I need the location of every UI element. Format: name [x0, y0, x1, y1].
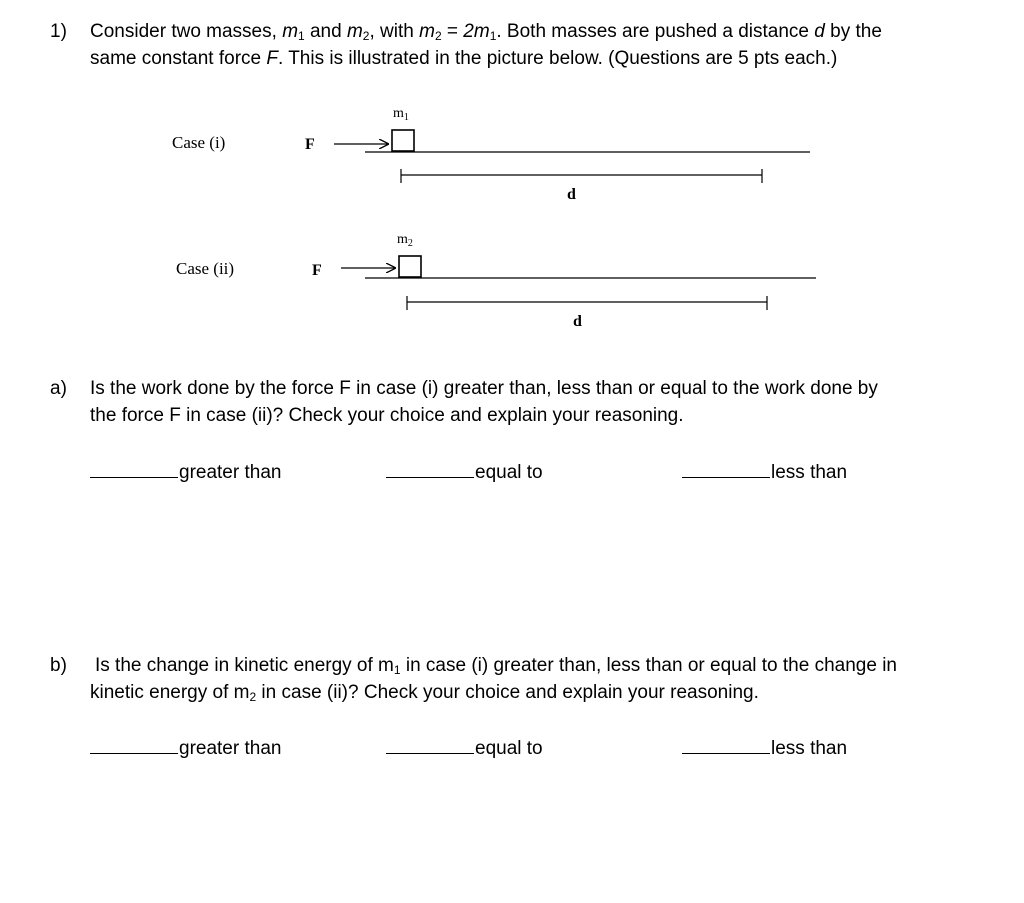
choice-label: less than	[771, 462, 848, 483]
part-b-choice-greater[interactable]	[90, 735, 281, 762]
part-b-blank-greater[interactable]	[90, 735, 178, 754]
q1-with: , with	[369, 21, 420, 42]
m2-sub: 2	[362, 29, 370, 43]
case-1-label: Case (i)	[172, 133, 226, 152]
case-2-group	[176, 232, 816, 330]
eq-lhs-sub: 2	[434, 29, 442, 43]
part-b-text-2: in case (i) greater than, less than or equal to the change in	[400, 655, 897, 676]
part-a-line-1: Is the work done by the force F in case (i) greater than, less than or equal to the work done by	[90, 378, 878, 399]
case-2-mass-block	[399, 256, 421, 277]
choice-label: equal to	[475, 462, 543, 483]
eq-rhs-var: 2m	[463, 21, 490, 42]
part-a-blank-equal[interactable]	[386, 459, 474, 478]
question-number: 1)	[50, 21, 67, 42]
case-2-distance-label: d	[573, 313, 582, 330]
case-2-label: Case (ii)	[176, 259, 235, 278]
part-a-label: a)	[50, 378, 67, 399]
part-a-choice-less[interactable]	[682, 459, 847, 486]
case-1-force-label: F	[305, 136, 315, 153]
part-a-choice-equal[interactable]	[386, 459, 543, 486]
part-a-blank-greater[interactable]	[90, 459, 178, 478]
q1-line2-text: same constant force	[90, 48, 267, 69]
choice-label: greater than	[179, 738, 282, 759]
part-a-line-2: the force F in case (ii)? Check your choice and explain your reasoning.	[90, 405, 684, 426]
m2-var: m	[346, 21, 363, 42]
choice-label: less than	[771, 738, 848, 759]
part-b-line2-text: kinetic energy of m	[90, 682, 250, 703]
choice-label: equal to	[475, 738, 543, 759]
part-b-line-1	[95, 653, 897, 679]
part-a-choice-greater[interactable]	[90, 459, 281, 486]
part-b-blank-less[interactable]	[682, 735, 770, 754]
part-b-choice-equal[interactable]	[386, 735, 543, 762]
part-b-blank-equal[interactable]	[386, 735, 474, 754]
eq-mid: =	[441, 21, 464, 42]
part-b-line-2	[90, 680, 759, 706]
q1-text: Consider two masses,	[90, 21, 283, 42]
case-1-mass-label: $m_1$	[393, 106, 409, 123]
case-2-force-label: F	[312, 262, 322, 279]
q1-text-3: by the	[824, 21, 882, 42]
case-1-group	[172, 106, 810, 203]
part-b-m1-sub: 1	[393, 663, 401, 677]
part-b-m2-sub: 2	[249, 690, 257, 704]
physics-diagram	[0, 0, 1024, 360]
q1-text-2: . Both masses are pushed a distance	[496, 21, 815, 42]
eq-rhs-sub: 1	[489, 29, 497, 43]
choice-label: greater than	[179, 462, 282, 483]
d-var: d	[814, 21, 825, 42]
case-2-mass-label: $m_2$	[397, 232, 413, 249]
q1-and: and	[304, 21, 347, 42]
case-1-distance-label: d	[567, 186, 576, 203]
m1-var: m	[282, 21, 299, 42]
part-b-line2-text-2: in case (ii)? Check your choice and explain your reasoning.	[256, 682, 759, 703]
part-b-text: Is the change in kinetic energy of m	[95, 655, 394, 676]
part-b-choice-less[interactable]	[682, 735, 847, 762]
F-var: F	[266, 48, 278, 69]
q1-line2-text-2: . This is illustrated in the picture below. (Questions are 5 pts each.)	[277, 48, 838, 69]
case-1-mass-block	[392, 130, 414, 151]
part-b-label: b)	[50, 655, 67, 676]
eq-lhs-var: m	[419, 21, 435, 42]
m1-sub: 1	[298, 29, 305, 43]
part-a-blank-less[interactable]	[682, 459, 770, 478]
